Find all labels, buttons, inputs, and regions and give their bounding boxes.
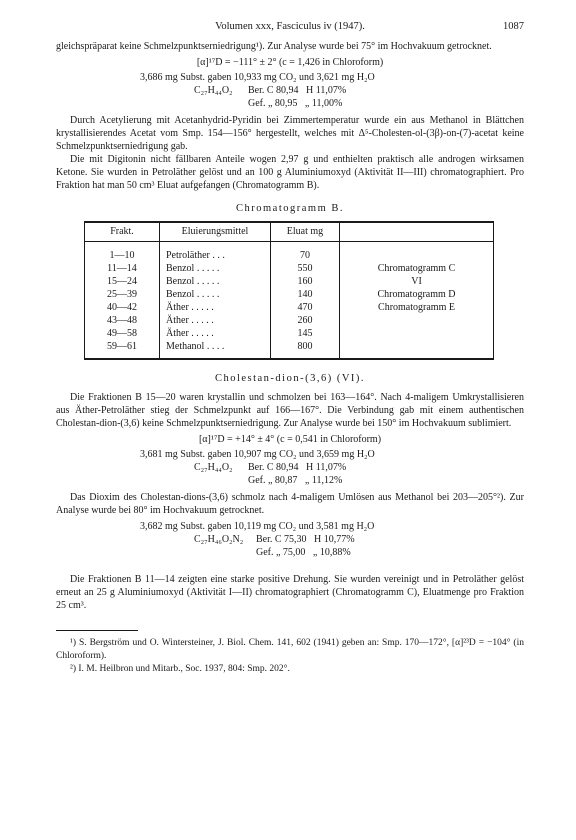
paragraph-2: Durch Acetylierung mit Acetanhydrid-Pyridin bei Zimmertemperatur wurde ein aus Methanol in Blättchen krystallisierendes Acetat vom Smp. 154—156° hergestellt, welches mit Δ⁵-Cholesten-ol-(3β)-on-(7)-acetat keine Schmelzpunktserniedrigung gab. [56,115,524,152]
cell-eluent: Benzol . . . . . [160,262,271,275]
elemental-analysis-1 [140,71,524,110]
table-row [85,327,494,340]
analysis-3-formula: C₂₇H₄₆O₂N₂ [194,534,244,545]
table-row [85,275,494,288]
cell-fraction: 40—42 [85,301,160,314]
cell-fraction: 11—14 [85,262,160,275]
cell-eluent: Äther . . . . . [160,301,271,314]
optical-rotation-2: [α]¹⁷D = +14° ± 4° (c = 0,541 in Chloroform) [198,434,382,445]
col-header-eluent: Eluierungsmittel [160,222,271,242]
table-row [85,301,494,314]
page-number: 1087 [503,21,524,32]
paragraph-4: Die Fraktionen B 15—20 waren krystallin und schmolzen bei 163—164°. Nach 4-maligem Umkrystallisieren aus Äther-Petroläther stieg der Schmelzpunkt auf 166—167°. Die Verbindung gab mit einem authentischen Cholestan-dion-(3,6) keine Schmelzpunktserniedrigung. Zur Analyse wurde bei 150° im Hochvakuum sublimiert. [56,392,524,429]
paragraph-3: Die mit Digitonin nicht fällbaren Anteile wogen 2,97 g und enthielten praktisch alle androgen wirksamen Ketone. Sie wurden in Petroläther gelöst und an 100 g Aluminiumoxyd (Aktivität II—III) chromatographiert. Pro Fraktion hat man 50 cm³ Eluat aufgefangen (Chromatogramm B). [56,154,524,191]
section-title-cholestan-dion: Cholestan-dion-(3,6) (VI). [214,373,366,384]
col-header-fraction: Frakt. [85,222,160,242]
cell-eluent: Benzol . . . . . [160,288,271,301]
col-header-eluate: Eluat mg [271,222,340,242]
cell-eluent: Äther . . . . . [160,327,271,340]
analysis-1-found: Gef. „ 80,95 „ 11,00% [248,98,343,109]
analysis-3-line: 3,682 mg Subst. gaben 10,119 mg CO₂ und 3,581 mg H₂O [140,521,375,532]
analysis-2-formula: C₂₇H₄₄O₂ [194,462,233,473]
cell-eluate: 470 [271,301,340,314]
cell-eluent: Äther . . . . . [160,314,271,327]
cell-remark [340,242,494,263]
cell-eluent: Benzol . . . . . [160,275,271,288]
journal-page [56,20,524,676]
running-header [56,20,524,40]
analysis-1-formula: C₂₇H₄₄O₂ [194,85,233,96]
analysis-2-line: 3,681 mg Subst. gaben 10,907 mg CO₂ und 3,659 mg H₂O [140,449,375,460]
cell-fraction: 15—24 [85,275,160,288]
elemental-analysis-3 [140,520,524,559]
analysis-2-found: Gef. „ 80,87 „ 11,12% [248,475,343,486]
cell-eluate: 70 [271,242,340,263]
paragraph-5: Das Dioxim des Cholestan-dions-(3,6) schmolz nach 4-maligem Umlösen aus Methanol bei 203—205°²). Zur Analyse wurde bei 80° im Hochvakuum getrocknet. [56,492,524,516]
cell-eluate: 160 [271,275,340,288]
table-row [85,288,494,301]
table-row [85,242,494,263]
cell-remark [340,327,494,340]
table-row [85,314,494,327]
analysis-3-calc: Ber. C 75,30 H 10,77% [256,534,355,545]
paragraph-1: gleichspräparat keine Schmelzpunktserniedrigung¹). Zur Analyse wurde bei 75° im Hochvakuum getrocknet. [56,41,492,52]
analysis-1-calc: Ber. C 80,94 H 11,07% [248,85,347,96]
analysis-1-line: 3,686 mg Subst. gaben 10,933 mg CO₂ und 3,621 mg H₂O [140,72,375,83]
cell-eluent: Petroläther . . . [160,242,271,263]
analysis-3-found: Gef. „ 75,00 „ 10,88% [256,547,351,558]
footnote-1: ¹) S. Bergström und O. Wintersteiner, J. Biol. Chem. 141, 602 (1941) geben an: Smp. 170—172°, [α]²³D = −104° (in Chloroform). [56,638,524,661]
col-header-remark [340,222,494,242]
cell-remark: Chromatogramm C [340,262,494,275]
cell-fraction: 49—58 [85,327,160,340]
cell-eluate: 145 [271,327,340,340]
footnote-divider [56,630,138,631]
footnotes [56,637,524,676]
analysis-2-calc: Ber. C 80,94 H 11,07% [248,462,347,473]
cell-eluate: 260 [271,314,340,327]
cell-remark: Chromatogramm D [340,288,494,301]
cell-remark [340,340,494,359]
cell-eluate: 140 [271,288,340,301]
cell-remark [340,314,494,327]
cell-fraction: 1—10 [85,242,160,263]
cell-eluent: Methanol . . . . [160,340,271,359]
optical-rotation-1: [α]¹⁷D = −111° ± 2° (c = 1,426 in Chloroform) [196,57,384,68]
cell-eluate: 800 [271,340,340,359]
cell-remark: Chromatogramm E [340,301,494,314]
table-title: Chromatogramm B. [236,203,344,214]
paragraph-6: Die Fraktionen B 11—14 zeigten eine starke positive Drehung. Sie wurden vereinigt und in Petroläther gelöst erneut an 25 g Aluminiumoxyd (Aktivität I—II) chromatographiert (Chromatogramm C), Eluatmenge pro Fraktion 25 cm³. [56,574,524,611]
cell-fraction: 43—48 [85,314,160,327]
table-row [85,340,494,359]
cell-remark: VI [340,275,494,288]
table-row [85,262,494,275]
cell-eluate: 550 [271,262,340,275]
cell-fraction: 59—61 [85,340,160,359]
elemental-analysis-2 [140,448,524,487]
cell-fraction: 25—39 [85,288,160,301]
running-title: Volumen xxx, Fasciculus iv (1947). [215,21,365,32]
footnote-2: ²) I. M. Heilbron und Mitarb., Soc. 1937, 804: Smp. 202°. [70,664,290,674]
table-header-row [85,222,494,242]
chromatogram-table [84,221,494,360]
